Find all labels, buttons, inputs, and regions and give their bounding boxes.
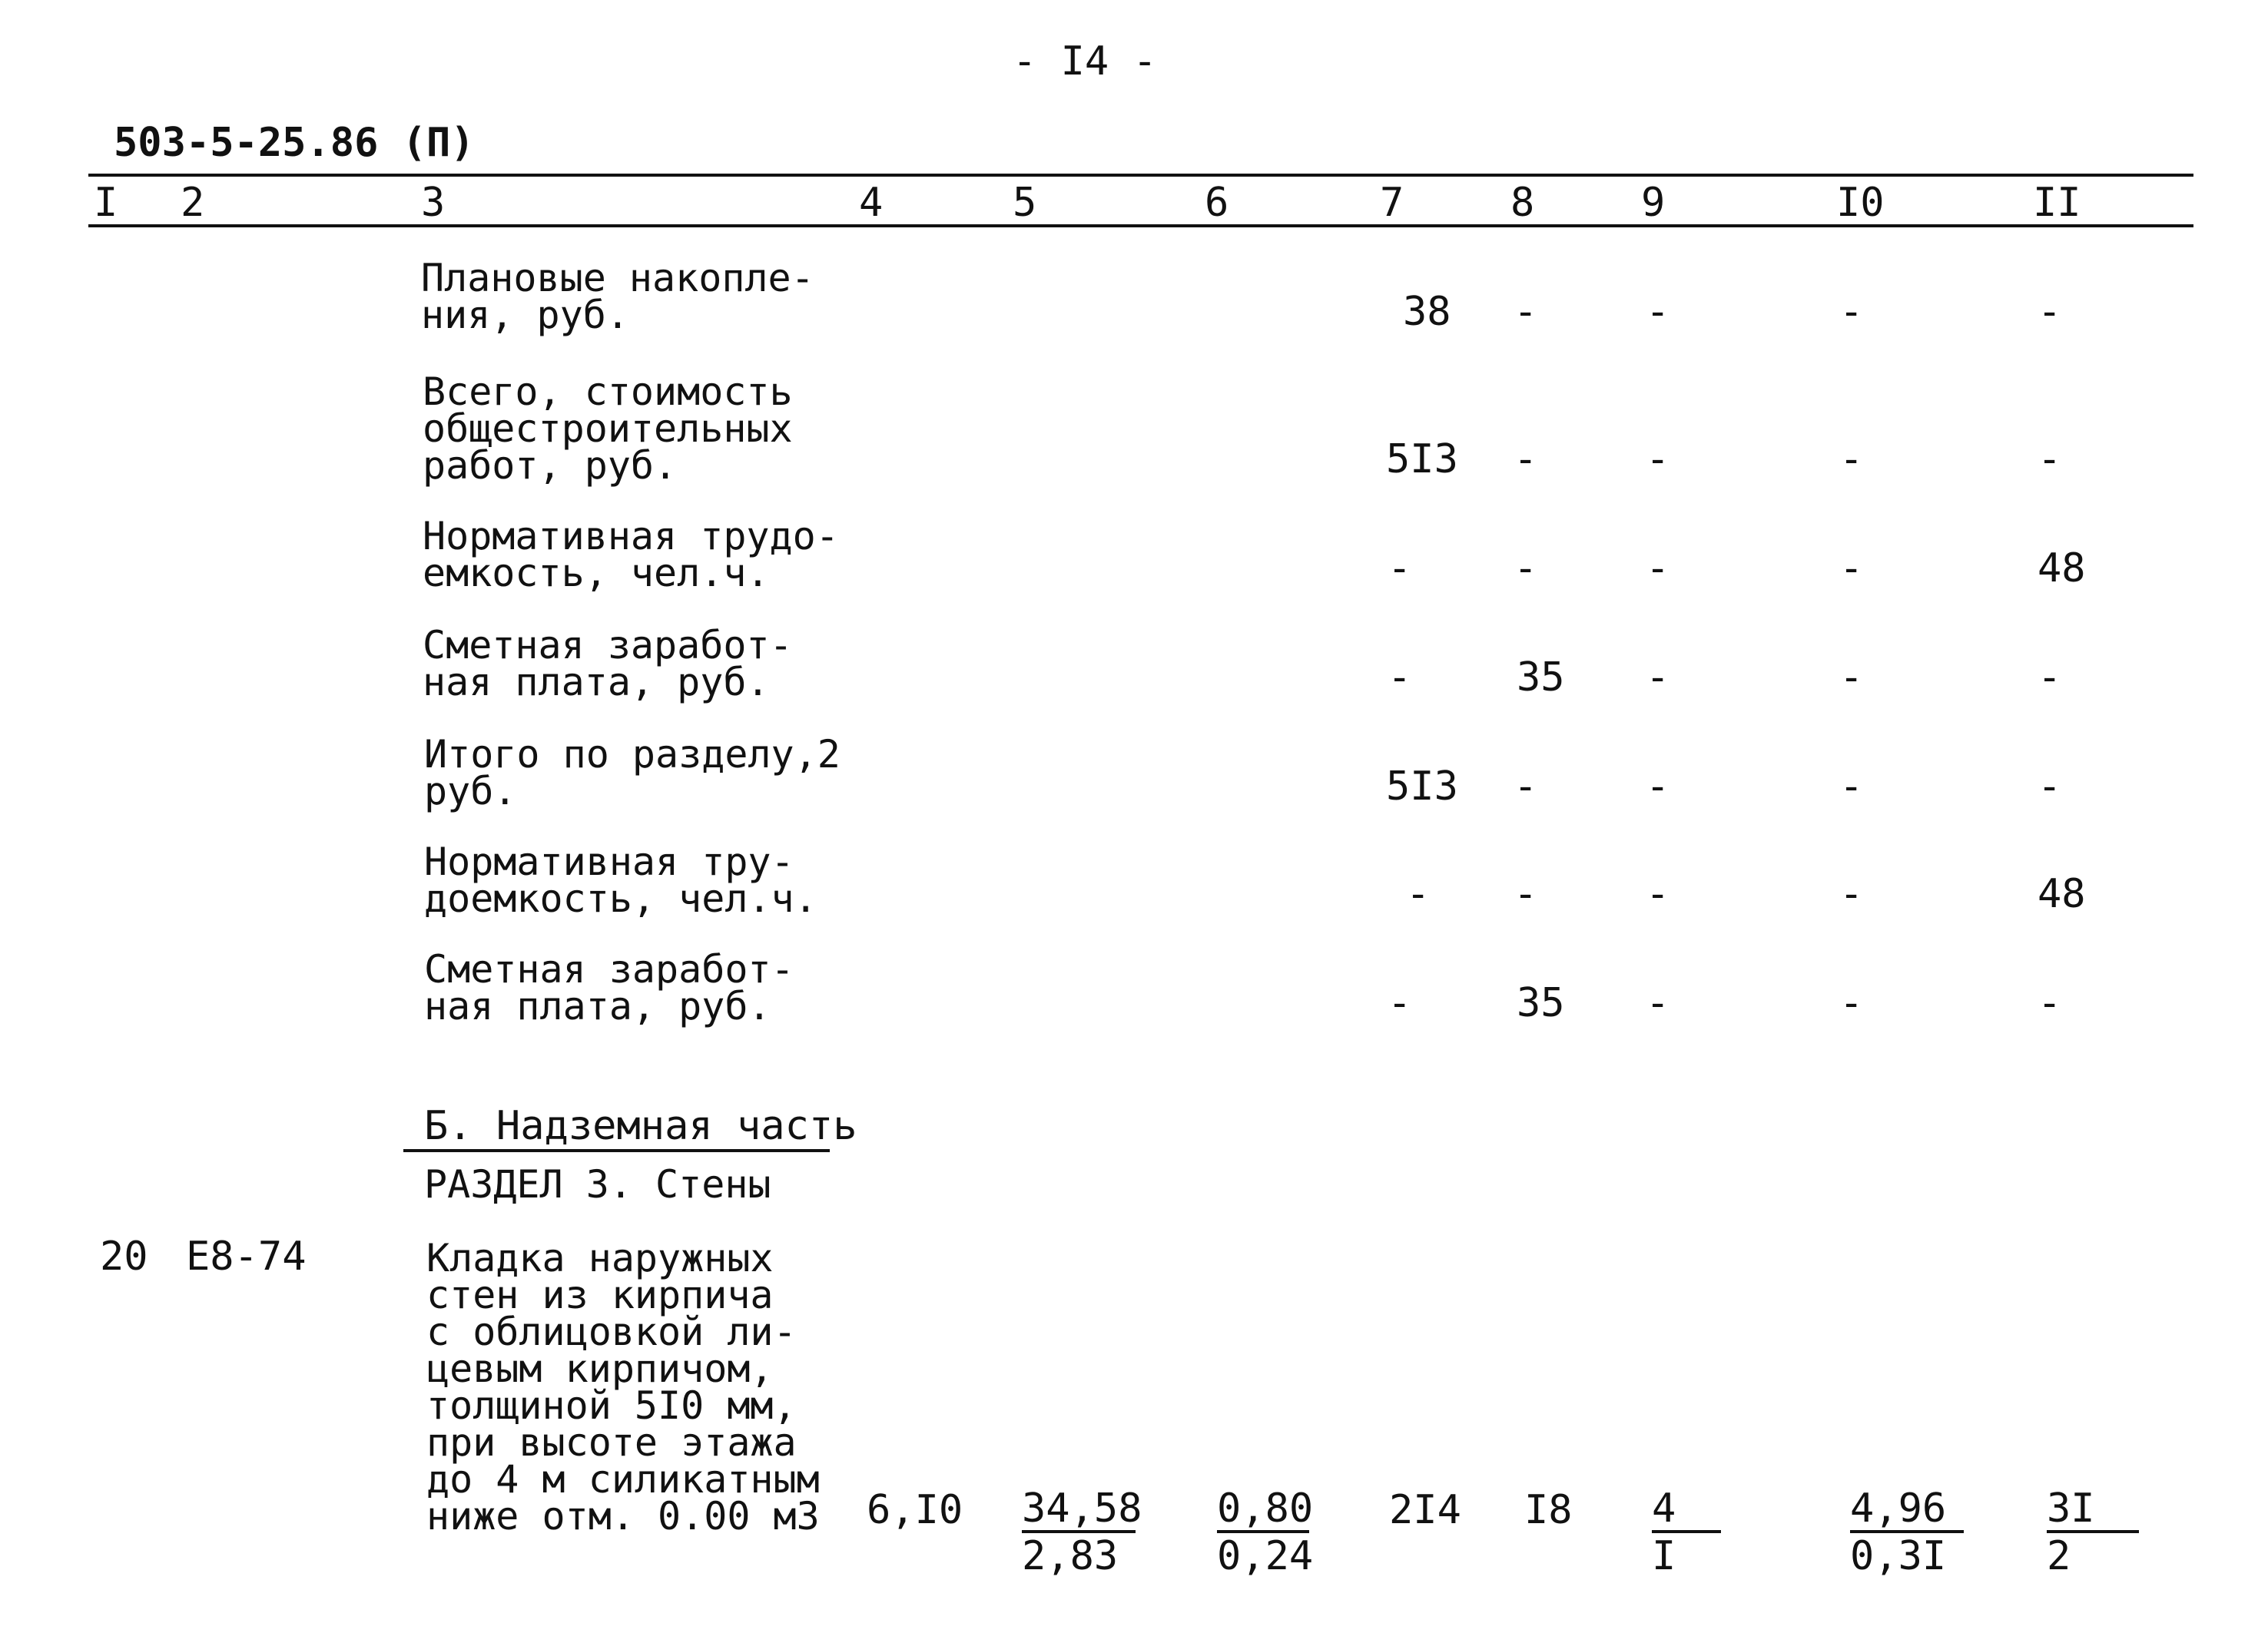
cell-col7: 5I3 [1386, 764, 1458, 810]
column-header: 3 [421, 180, 446, 226]
row-label-line: Плановые накопле- [421, 256, 814, 300]
column-header: 4 [859, 180, 884, 226]
row-label-line: Итого по разделу,2 [424, 732, 841, 777]
cell-col7: - [1388, 545, 1412, 591]
cell-col10: - [1839, 289, 1864, 335]
row-label-line: ная плата, руб. [424, 984, 771, 1028]
cell-col9: - [1646, 436, 1670, 482]
row-label-line: Нормативная тру- [424, 840, 794, 884]
cell-col8: 35 [1517, 654, 1565, 701]
cell-col11: - [2038, 436, 2062, 482]
cell-col7: 38 [1403, 289, 1451, 335]
column-header: 6 [1205, 180, 1229, 226]
row-label-line: доемкость, чел.ч. [424, 876, 817, 921]
cell-col8: - [1514, 289, 1538, 335]
cell-col11: 48 [2038, 545, 2086, 591]
cell-col7: 2I4 [1389, 1487, 1461, 1533]
column-header: I [94, 180, 118, 226]
column-header: 8 [1510, 180, 1535, 226]
cell-col9: - [1646, 980, 1670, 1026]
fraction-denominator: 0,3I [1850, 1533, 1947, 1579]
cell-col10: - [1839, 436, 1864, 482]
cell-col6-fraction [1217, 1486, 1314, 1579]
cell-col7: - [1406, 871, 1431, 917]
fraction-denominator: 2 [2047, 1533, 2071, 1579]
cell-col8: - [1514, 764, 1538, 810]
cell-col10: - [1839, 871, 1864, 917]
page-number: - I4 - [1013, 38, 1157, 84]
column-header: II [2033, 180, 2081, 226]
row-label-line: руб. [424, 769, 517, 813]
header-top-rule [88, 174, 2193, 177]
cell-col11: - [2038, 980, 2062, 1026]
fraction-numerator: 4 [1652, 1487, 1721, 1533]
fraction-denominator: 2,83 [1022, 1533, 1119, 1579]
row-label-line: Сметная заработ- [423, 623, 793, 667]
cell-col10-fraction [1850, 1487, 1964, 1578]
document-code: 503-5-25.86 (П) [114, 120, 475, 166]
cell-col9: - [1646, 871, 1670, 917]
cell-col11: 48 [2038, 871, 2086, 917]
section-heading-walls: РАЗДЕЛ 3. Стены [424, 1162, 771, 1207]
item-number: 20 [100, 1234, 148, 1280]
section-heading-underline [403, 1149, 830, 1152]
column-header: 7 [1380, 180, 1404, 226]
cell-col5-fraction [1022, 1486, 1142, 1579]
cell-col9-fraction [1652, 1487, 1721, 1578]
item-description: Кладка наружных стен из кирпича с облицовкой ли- цевым кирпичом, толщиной 5I0 мм, при высоте этажа до 4 м силикатным ниже отм. 0.00 м3 [426, 1236, 820, 1539]
cell-col10: - [1839, 980, 1864, 1026]
fraction-numerator: 3I [2047, 1487, 2139, 1533]
fraction-numerator: 0,80 [1217, 1486, 1314, 1532]
fraction-numerator: 4,96 [1850, 1487, 1964, 1533]
cell-col7: - [1388, 980, 1412, 1026]
cell-col8: - [1514, 871, 1538, 917]
row-label-line: ная плата, руб. [423, 660, 770, 704]
cell-col9: - [1646, 289, 1670, 335]
cell-col8: 35 [1517, 980, 1565, 1026]
cell-col8: I8 [1524, 1487, 1573, 1533]
row-label-line: емкость, чел.ч. [423, 551, 770, 595]
item-code: Е8-74 [186, 1234, 307, 1280]
row-label-line: Всего, стоимость [423, 369, 793, 414]
cell-col9: - [1646, 764, 1670, 810]
fraction-denominator: 0,24 [1217, 1533, 1314, 1579]
column-header: 9 [1641, 180, 1666, 226]
cell-col10: - [1839, 764, 1864, 810]
cell-col4: 6,I0 [867, 1487, 963, 1533]
fraction-denominator: I [1652, 1533, 1676, 1579]
fraction-numerator: 34,58 [1022, 1486, 1142, 1532]
row-label-line: работ, руб. [423, 443, 678, 488]
column-header: I0 [1836, 180, 1885, 226]
cell-col11-fraction [2047, 1487, 2139, 1578]
cell-col9: - [1646, 545, 1670, 591]
section-heading-b: Б. Надземная часть [424, 1103, 857, 1149]
cell-col11: - [2038, 764, 2062, 810]
cell-col10: - [1839, 654, 1864, 701]
cell-col9: - [1646, 654, 1670, 701]
row-label-line: Нормативная трудо- [423, 514, 839, 558]
cell-col7: 5I3 [1386, 436, 1458, 482]
cell-col11: - [2038, 289, 2062, 335]
row-label-line: Сметная заработ- [424, 947, 794, 992]
cell-col8: - [1514, 436, 1538, 482]
cell-col10: - [1839, 545, 1864, 591]
row-label-line: ния, руб. [421, 293, 629, 337]
column-header: 2 [181, 180, 205, 226]
row-label-line: общестроительных [423, 406, 793, 451]
cell-col7: - [1388, 654, 1412, 701]
cell-col8: - [1514, 545, 1538, 591]
cell-col11: - [2038, 654, 2062, 701]
column-header: 5 [1013, 180, 1037, 226]
